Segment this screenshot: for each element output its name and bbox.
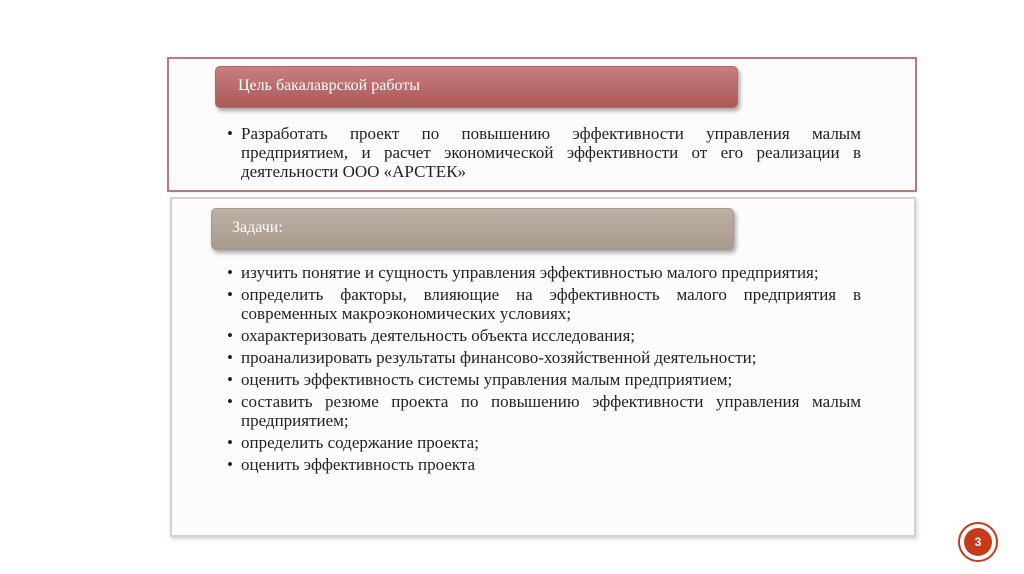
task-item: • изучить понятие и сущность управления эффективностью малого предприятия; (227, 263, 861, 282)
task-item: • охарактеризовать деятельность объекта исследования; (227, 326, 861, 345)
goal-item: • Разработать проект по повышению эффективности управления малым предприятием, и расчет экономической эффективности от его реализации в деятельности ООО «АРСТЕК» (227, 124, 861, 181)
goal-title: Цель бакалаврской работы (238, 77, 420, 94)
task-item: • проанализировать результаты финансово-хозяйственной деятельности; (227, 348, 861, 367)
tasks-title: Задачи: (232, 219, 283, 236)
task-item: • определить факторы, влияющие на эффективность малого предприятия в современных макроэкономических условиях; (227, 285, 861, 323)
tasks-header (211, 208, 734, 250)
task-item: • оценить эффективность проекта (227, 455, 861, 474)
task-item: • составить резюме проекта по повышению эффективности управления малым предприятием; (227, 392, 861, 430)
page-number-badge (958, 522, 998, 562)
goal-header (215, 66, 738, 108)
page-number: 3 (964, 528, 992, 556)
tasks-list (227, 263, 861, 477)
goal-list (227, 124, 861, 181)
task-item: • определить содержание проекта; (227, 433, 861, 452)
task-item: • оценить эффективность системы управления малым предприятием; (227, 370, 861, 389)
